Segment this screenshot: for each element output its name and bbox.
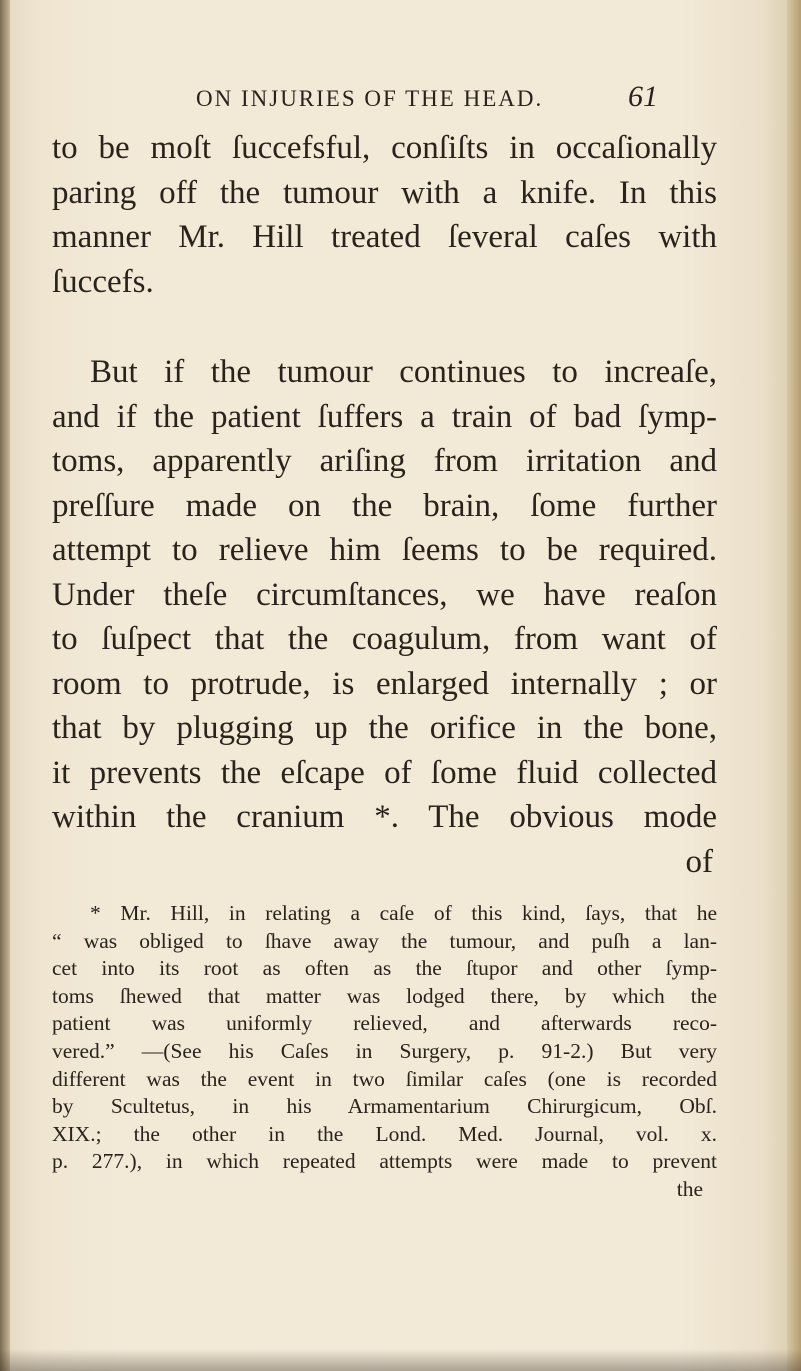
footnote-line: p. 277.), in which repeated attempts were made to prevent (52, 1149, 717, 1174)
text-line: Under theſe circumſtances, we have reaſon (52, 576, 717, 613)
text-line: room to protrude, is enlarged internally ; or (52, 665, 717, 702)
running-head (0, 80, 801, 120)
footnote (52, 900, 717, 1204)
page-bottom-shadow (0, 1349, 801, 1371)
text-line: paring off the tumour with a knife. In this (52, 174, 717, 211)
text-line: that by plugging up the orifice in the bone, (52, 710, 717, 746)
footnote-line: XIX.; the other in the Lond. Med. Journal, vol. x. (52, 1121, 717, 1146)
text-line: it prevents the eſcape of ſome fluid collected (52, 754, 717, 791)
text-line: manner Mr. Hill treated ſeveral caſes with (52, 219, 717, 255)
footnote-line: cet into its root as often as the ſtupor and other ſymp- (52, 956, 717, 981)
footnote-line: * Mr. Hill, in relating a caſe of this kind, ſays, that he (90, 901, 717, 925)
text-line: ſuccefs. (52, 263, 154, 300)
footnote-line: “ was obliged to ſhave away the tumour, and puſh a lan- (52, 928, 717, 953)
text-line: and if the patient ſuffers a train of bad ſymp- (52, 398, 717, 435)
text-line: preſſure made on the brain, ſome further (52, 487, 717, 524)
text-line: to be moſt ſuccefsful, conſiſts in occaſionally (52, 130, 717, 166)
page-number: 61 (628, 80, 658, 113)
footnote-line: toms ſhewed that matter was lodged there, by which the (52, 983, 717, 1008)
catchword: of (685, 843, 713, 880)
page-edge (787, 0, 801, 1371)
footnote-line: vered.” —(See his Caſes in Surgery, p. 91-2.) But very (52, 1038, 717, 1063)
text-line: attempt to relieve him ſeems to be required. (52, 532, 717, 568)
text-line: But if the tumour continues to increaſe, (90, 354, 717, 390)
footnote-line: different was the event in two ſimilar caſes (one is recorded (52, 1066, 717, 1091)
text-line: within the cranium *. The obvious mode (52, 799, 717, 835)
footnote-line: patient was uniformly relieved, and afterwards reco- (52, 1011, 717, 1036)
running-title: ON INJURIES OF THE HEAD. (196, 86, 544, 111)
paragraph-gap (52, 304, 717, 350)
text-line: to ſuſpect that the coagulum, from want of (52, 621, 717, 657)
text-line: toms, apparently ariſing from irritation and (52, 443, 717, 479)
footnote-line: by Scultetus, in his Armamentarium Chirurgicum, Obſ. (52, 1094, 717, 1119)
footnote-catchword: the (676, 1176, 703, 1201)
page-gutter (0, 0, 10, 1371)
body-text (52, 126, 717, 884)
